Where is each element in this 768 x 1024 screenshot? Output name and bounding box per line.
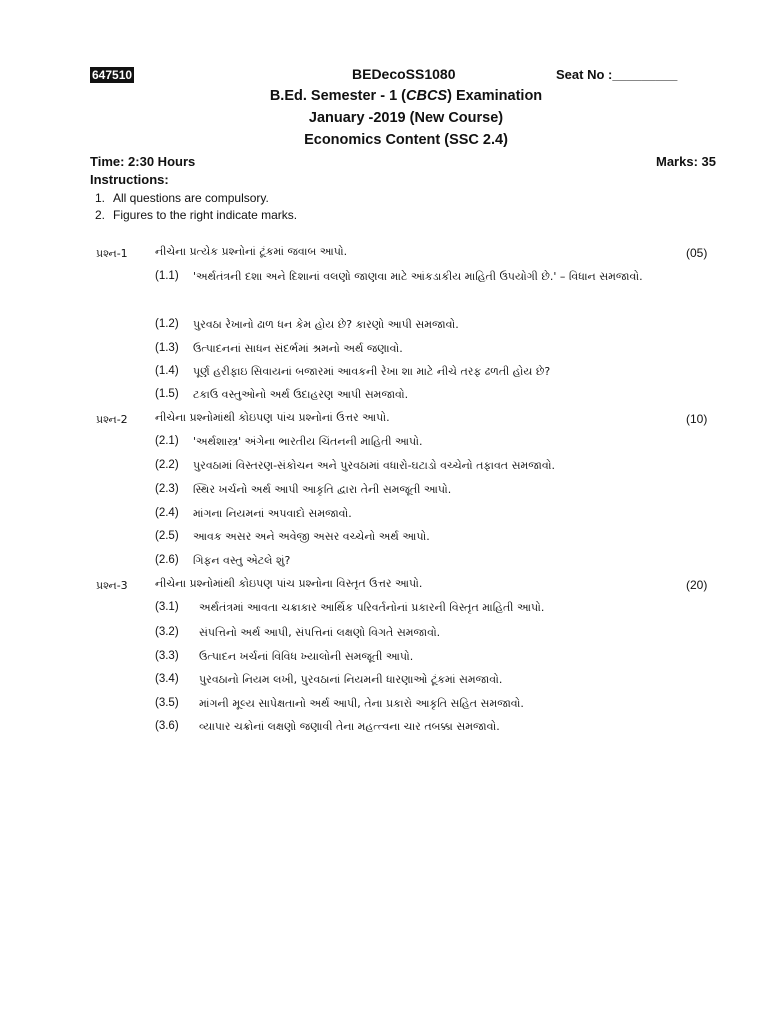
sub-question-text: સંપત્તિનો અર્થ આપી, સંપત્તિનાં લક્ષણો વિગતે સમજાવો. [199,626,441,639]
sub-question-number: (2.1) [155,435,179,447]
sub-question [155,697,695,715]
sub-question [155,507,695,525]
question-number: પ્રશ્ન-1 [96,247,128,260]
sub-question-number: (2.4) [155,507,179,519]
exam-title-pre: B.Ed. Semester - 1 ( [269,88,406,104]
sub-question [155,530,695,548]
exam-session: January -2019 (New Course) [308,110,504,126]
sub-question-text: 'અર્થતંત્રની દશા અને દિશાનાં વલણો જાણવા માટે આંકડાકીય માહિતી ઉપયોગી છે.' – વિધાન સમજાવો. [193,270,643,283]
sub-question [155,626,695,644]
exam-code: BEDecoSS1080 [352,66,456,82]
seat-number-field: Seat No :_________ [556,67,678,82]
question-marks: (05) [686,246,708,260]
sub-question [155,720,695,738]
question-text: નીચેના પ્રશ્નોમાંથી કોઇપણ પાંચ પ્રશ્નોના વિસ્તૃત ઉત્તર આપો. [155,577,423,590]
time-allowed: Time: 2:30 Hours [90,154,196,169]
exam-title [0,88,768,104]
sub-question-text: માંગના નિયમનાં અપવાદો સમજાવો. [193,507,352,520]
sub-question-text: ગિફન વસ્તુ એટલે શું? [193,554,291,567]
sub-question [155,435,695,453]
question-text: નીચેના પ્રશ્નોમાંથી કોઇપણ પાંચ પ્રશ્નોનાં ઉત્તર આપો. [155,411,390,424]
sub-question [155,459,695,477]
sub-question-text: અર્થતંત્રમાં આવતા ચક્રાકાર આર્થિક પરિવર્તનોનાં પ્રકારની વિસ્તૃત માહિતી આપો. [199,601,545,614]
sub-question [155,388,695,406]
sub-question-number: (2.5) [155,530,179,542]
sub-question-number: (2.3) [155,483,179,495]
instruction-item [95,191,269,205]
sub-question-text: પુરવઠાનો નિયમ લખી, પુરવઠાનાં નિયમની ધારણાઓ ટૂંકમાં સમજાવો. [199,673,503,686]
instructions-heading: Instructions: [90,172,169,187]
sub-question-text: ટકાઉ વસ્તુઓનો અર્થ ઉદાહરણ આપી સમજાવો. [193,388,409,401]
sub-question-text: ઉત્પાદન ખર્ચનાં વિવિધ ખ્યાલોની સમજૂતી આપો. [199,650,414,663]
instruction-item [95,208,297,222]
question-number: પ્રશ્ન-3 [96,579,128,592]
total-marks: Marks: 35 [656,154,716,169]
exam-title-scheme: CBCS [406,88,448,104]
sub-question [155,270,695,288]
instruction-text: Figures to the right indicate marks. [113,208,298,222]
sub-question-number: (3.1) [155,601,179,613]
sub-question-number: (1.4) [155,365,179,377]
sub-question-number: (1.2) [155,318,179,330]
sub-question-text: માંગની મૂલ્ય સાપેક્ષતાનો અર્થ આપી, તેના પ્રકારો આકૃતિ સહિત સમજાવો. [199,697,524,710]
sub-question [155,483,695,501]
sub-question-number: (1.5) [155,388,179,400]
sub-question-number: (3.2) [155,626,179,638]
sub-question-number: (2.2) [155,459,179,471]
sub-question [155,342,695,360]
question-text: નીચેના પ્રત્યેક પ્રશ્નોનાં ટૂંકમાં જવાબ આપો. [155,245,348,258]
exam-title-post: ) Examination [447,88,543,104]
sub-question [155,650,695,668]
instruction-number: 2. [95,208,106,222]
question-marks: (20) [686,578,708,592]
sub-question-text: વ્યાપાર ચક્રોનાં લક્ષણો જણાવી તેના મહત્ત્વના ચાર તબક્કા સમજાવો. [199,720,500,733]
sub-question-text: 'અર્થશાસ્ત્ર' અંગેના ભારતીય ચિંતનની માહિતી આપો. [193,435,423,448]
sub-question-number: (3.6) [155,720,179,732]
sub-question-text: સ્થિર ખર્ચનો અર્થ આપી આકૃતિ દ્વારા તેની સમજૂતી આપો. [193,483,452,496]
sub-question-number: (2.6) [155,554,179,566]
sub-question-number: (1.1) [155,270,179,282]
sub-question [155,365,695,383]
sub-question-text: પૂર્ણ હરીફાઇ સિવાયનાં બજારમાં આવકની રેખા શા માટે નીચે તરફ ઢળતી હોય છે? [193,365,551,378]
instruction-text: All questions are compulsory. [113,191,269,205]
paper-code-badge: 647510 [92,68,133,82]
instruction-number: 1. [95,191,106,205]
sub-question-number: (1.3) [155,342,179,354]
question-number: પ્રશ્ન-2 [96,413,128,426]
sub-question [155,318,695,336]
subject-title: Economics Content (SSC 2.4) [304,132,508,148]
sub-question-text: આવક અસર અને અવેજી અસર વચ્ચેનો અર્થ આપો. [193,530,430,543]
sub-question-number: (3.4) [155,673,179,685]
sub-question [155,601,695,619]
sub-question [155,554,695,572]
question-marks: (10) [686,412,708,426]
sub-question-text: પુરવઠામાં વિસ્તરણ-સંકોચન અને પુરવઠામાં વધારો-ઘટાડો વચ્ચેનો તફાવત સમજાવો. [193,459,555,472]
sub-question-text: ઉત્પાદનનાં સાધન સંદર્ભમાં શ્રમનો અર્થ જણાવો. [193,342,403,355]
sub-question-number: (3.5) [155,697,179,709]
sub-question-text: પુરવઠા રેખાનો ઢાળ ધન કેમ હોય છે? કારણો આપી સમજાવો. [193,318,459,331]
sub-question [155,673,695,691]
sub-question-number: (3.3) [155,650,179,662]
